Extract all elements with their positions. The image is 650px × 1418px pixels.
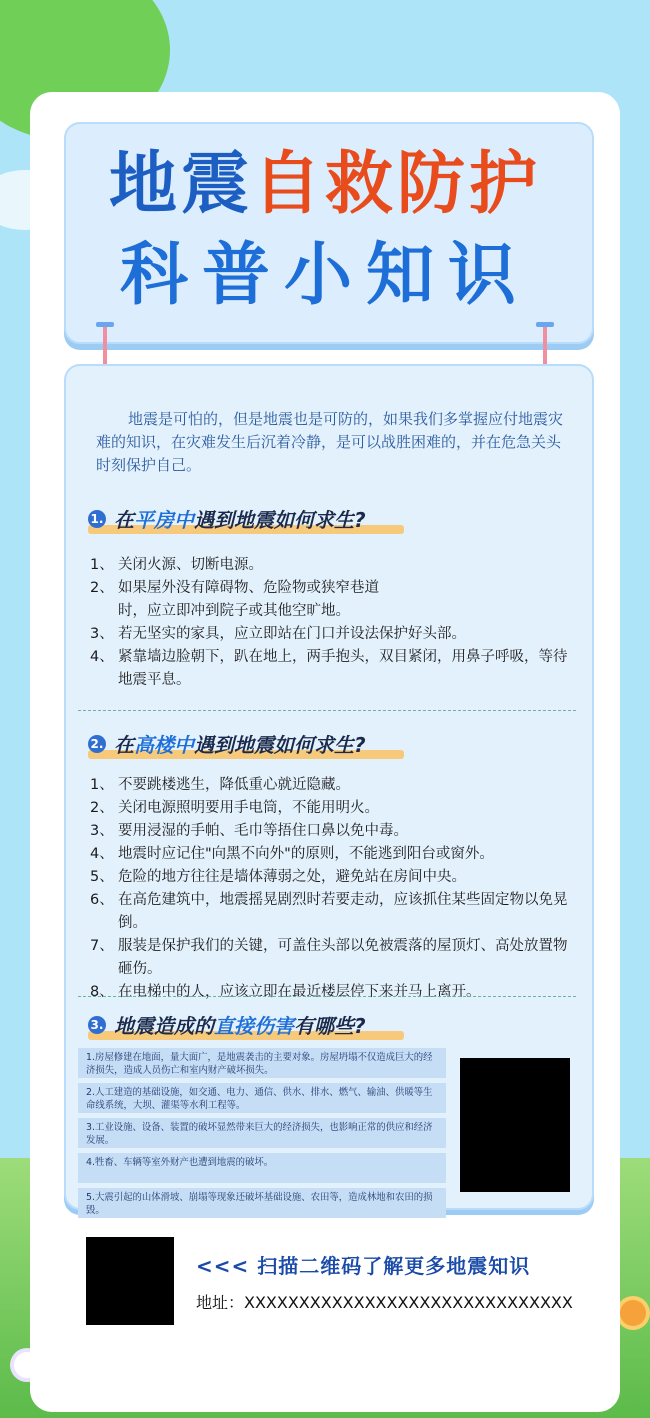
section-number-icon: 1.: [88, 510, 106, 528]
list-item: 2、 关闭电源照明要用手电筒，不能用明火。: [90, 800, 379, 816]
list-item: 5、 危险的地方往往是墙体薄弱之处，避免站在房间中央。: [90, 869, 466, 885]
section-3-title: 3. 地震造成的 直接伤害 有哪些?: [88, 1010, 366, 1042]
damage-list: [78, 1048, 446, 1223]
section-1-list: [90, 554, 570, 692]
title-part-1: 地震: [108, 145, 253, 224]
damage-item: 3.工业设施、设备、装置的破坏显然带来巨大的经济损失，也影响正常的供应和经济发展。: [78, 1118, 446, 1148]
list-item: 1、 不要跳楼逃生，降低重心就近隐藏。: [90, 777, 350, 793]
section-divider: [78, 996, 576, 997]
section-number-icon: 3.: [88, 1016, 106, 1034]
list-item: 4、 紧靠墙边脸朝下，趴在地上，两手抱头，双目紧闭，用鼻子呼吸，等待地震平息。: [90, 649, 568, 688]
list-item: 2、 如果屋外没有障碍物、危险物或狭窄巷道时，应立即冲到院子或其他空旷地。: [90, 580, 379, 619]
list-item: 3、 要用浸湿的手帕、毛巾等捂住口鼻以免中毒。: [90, 823, 408, 839]
damage-item: 2.人工建造的基础设施，如交通、电力、通信、供水、排水、燃气、输油、供暖等生命线系统，大坝、灌渠等水利工程等。: [78, 1083, 446, 1113]
damage-item: 4.牲畜、车辆等室外财产也遭到地震的破坏。: [78, 1153, 446, 1183]
list-item: 7、 服装是保护我们的关键，可盖住头部以免被震落的屋顶灯、高处放置物砸伤。: [90, 938, 568, 977]
flower-icon: [620, 1300, 646, 1326]
damage-item: 5.大震引起的山体滑坡、崩塌等现象还破坏基础设施、农田等，造成林地和农田的损毁。: [78, 1188, 446, 1218]
image-placeholder: [460, 1058, 570, 1192]
section-2-title: 2. 在 高楼中 遇到地震如何求生?: [88, 729, 366, 761]
address-text: 地址：XXXXXXXXXXXXXXXXXXXXXXXXXXXXXX: [196, 1293, 573, 1312]
list-item: 8、 在电梯中的人，应该立即在最近楼层停下来并马上离开。: [90, 984, 481, 1000]
list-item: 1、 关闭火源、切断电源。: [90, 557, 263, 573]
list-item: 3、 若无坚实的家具，应立即站在门口并设法保护好头部。: [90, 626, 466, 642]
scan-prompt: <<< 扫描二维码了解更多地震知识: [196, 1254, 531, 1278]
title-line-2: 科普小知识: [119, 236, 530, 315]
title-part-2: 自救防护: [253, 145, 542, 224]
qr-code[interactable]: [86, 1237, 174, 1325]
section-number-icon: 2.: [88, 735, 106, 753]
section-2-list: [90, 774, 570, 1004]
title-line-1: [0, 145, 650, 225]
list-item: 4、 地震时应记住"向黑不向外"的原则，不能逃到阳台或窗外。: [90, 846, 494, 862]
section-divider: [78, 710, 576, 711]
damage-item: 1.房屋修建在地面，量大面广，是地震袭击的主要对象。房屋坍塌不仅造成巨大的经济损失，造成人员伤亡和室内财产破坏损失。: [78, 1048, 446, 1078]
list-item: 6、 在高危建筑中，地震摇晃剧烈时若要走动，应该抓住某些固定物以免晃倒。: [90, 892, 568, 931]
intro-text: 地震是可怕的，但是地震也是可防的，如果我们多掌握应付地震灾难的知识，在灾难发生后沉着冷静，是可以战胜困难的，并在危急关头时刻保护自己。: [96, 410, 564, 474]
section-1-title: 1. 在 平房中 遇到地震如何求生?: [88, 504, 366, 536]
